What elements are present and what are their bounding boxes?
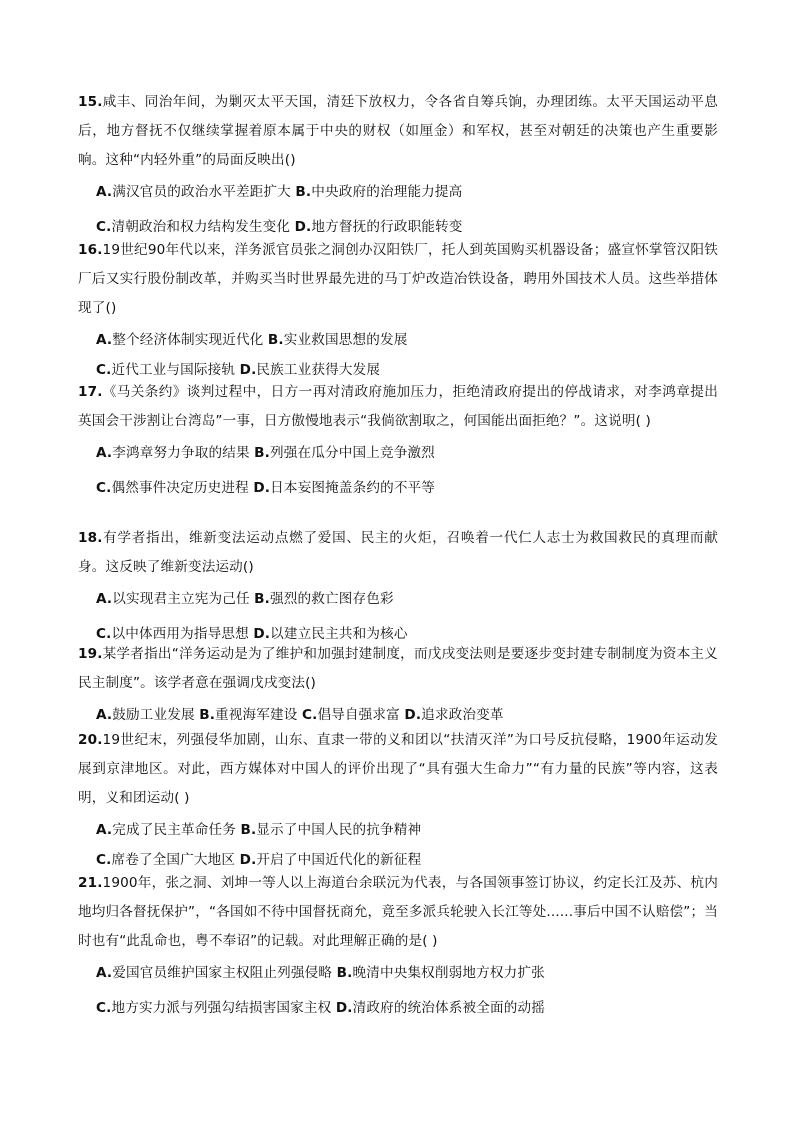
question-number: 18. xyxy=(78,530,103,546)
question-21 xyxy=(78,869,718,1023)
options-row-ab xyxy=(96,177,718,207)
options-block xyxy=(78,438,718,503)
question-text: 某学者指出“洋务运动是为了维护和加强封建制度，而戊戌变法则是要逐步变封建专制制度为资本主义民主制度”。该学者意在强调戊戌变法() xyxy=(78,646,718,691)
question-19 xyxy=(78,640,718,730)
option-text: 鼓励工业发展 xyxy=(112,707,195,723)
question-stem xyxy=(78,378,718,436)
option-label: D. xyxy=(239,852,257,868)
question-stem xyxy=(78,640,718,698)
option-label: C. xyxy=(96,480,112,496)
option-label: B. xyxy=(295,184,312,200)
question-number: 20. xyxy=(78,732,103,748)
option-text: 席卷了全国广大地区 xyxy=(111,852,236,868)
option-text: 地方实力派与列强勾结损害国家主权 xyxy=(111,1000,332,1016)
options-row-ab xyxy=(96,815,718,845)
options-row-ab xyxy=(96,584,718,614)
question-text: 有学者指出，维新变法运动点燃了爱国、民主的火炬，召唤着一代仁人志士为救国救民的真理而献身。这反映了维新变法运动() xyxy=(78,530,718,575)
option-label: A. xyxy=(96,445,113,461)
option-text: 爱国官员维护国家主权阻止列强侵略 xyxy=(112,965,333,981)
question-text: 19世纪90年代以来，洋务派官员张之洞创办汉阳铁厂，托人到英国购买机器设备；盛宣怀掌管汉阳铁厂后又实行股份制改革，并购买当时世界最先进的马丁炉改造冶铁设备，聘用外国技术人员。这些举措体现了() xyxy=(78,242,718,316)
option-text: 列强在瓜分中国上竞争激烈 xyxy=(270,445,435,461)
option-text: 地方督抚的行政职能转变 xyxy=(311,219,463,235)
options-row-cd xyxy=(96,473,718,503)
option-text: 偶然事件决定历史进程 xyxy=(111,480,249,496)
option-label: D. xyxy=(253,480,271,496)
option-label: A. xyxy=(96,332,113,348)
option-label: C. xyxy=(301,707,318,723)
option-text: 显示了中国人民的抗争精神 xyxy=(256,822,422,838)
option-text: 清政府的统治体系被全面的动摇 xyxy=(352,1000,546,1016)
option-label: B. xyxy=(254,591,270,607)
options-row-ab xyxy=(96,958,718,988)
option-label: A. xyxy=(96,591,113,607)
option-label: C. xyxy=(96,219,112,235)
option-text: 民族工业获得大发展 xyxy=(256,362,381,378)
options-row-ab xyxy=(96,325,718,355)
option-text: 追求政治变革 xyxy=(421,707,504,723)
question-stem xyxy=(78,88,718,175)
question-number: 19. xyxy=(78,646,103,662)
question-15 xyxy=(78,88,718,242)
question-text: 19世纪末，列强侵华加剧，山东、直隶一带的义和团以“扶清灭洋”为口号反抗侵略，1900年运动发展到京津地区。对此，西方媒体对中国人的评价出现了“具有强大生命力”“有力量的民族”等内容，这表明，义和团运动( ) xyxy=(78,732,718,806)
question-text: 咸丰、同治年间，为剿灭太平天国，清廷下放权力，令各省自筹兵饷，办理团练。太平天国运动平息后，地方督抚不仅继续掌握着原本属于中央的财权（如厘金）和军权，甚至对朝廷的决策也产生重要影响。这种“内轻外重”的局面反映出() xyxy=(78,94,718,168)
question-stem xyxy=(78,869,718,956)
question-16 xyxy=(78,236,718,385)
option-text: 李鸿章努力争取的结果 xyxy=(112,445,250,461)
option-text: 完成了民主革命任务 xyxy=(112,822,236,838)
question-17 xyxy=(78,378,718,503)
question-stem xyxy=(78,726,718,813)
question-number: 17. xyxy=(78,384,103,400)
option-label: B. xyxy=(240,822,257,838)
option-text: 以建立民主共和为核心 xyxy=(270,626,408,642)
option-text: 满汉官员的政治水平差距扩大 xyxy=(112,184,291,200)
option-label: A. xyxy=(96,707,113,723)
option-text: 日本妄图掩盖条约的不平等 xyxy=(270,480,436,496)
options-block xyxy=(78,958,718,1023)
option-text: 近代工业与国际接轨 xyxy=(111,362,236,378)
question-number: 16. xyxy=(78,242,103,258)
options-row-cd xyxy=(96,993,718,1023)
option-label: B. xyxy=(267,332,284,348)
question-text: 1900年，张之洞、刘坤一等人以上海道台余联沅为代表，与各国领事签订协议，约定长江及苏、杭内地均归各督抚保护”，“各国如不待中国督抚商允，竟至多派兵轮驶入长江等处......事后中国不认赔偿”；当时也有“此乱命也，粤不奉诏”的记载。对此理解正确的是( ) xyxy=(78,875,718,949)
option-label: A. xyxy=(96,822,113,838)
option-text: 重视海军建设 xyxy=(215,707,298,723)
option-text: 倡导自强求富 xyxy=(317,707,400,723)
option-label: B. xyxy=(254,445,270,461)
option-text: 晚清中央集权削弱地方权力扩张 xyxy=(352,965,545,981)
question-text: 《马关条约》谈判过程中，日方一再对清政府施加压力，拒绝清政府提出的停战请求，对李鸿章提出英国会干涉割让台湾岛”一事，日方傲慢地表示“我倘欲割取之，何国能出面拒绝？”。这说明( ) xyxy=(78,384,718,429)
question-number: 15. xyxy=(78,94,103,110)
question-stem xyxy=(78,236,718,323)
option-text: 以中体西用为指导思想 xyxy=(111,626,249,642)
option-label: C. xyxy=(96,362,112,378)
option-label: D. xyxy=(335,1000,353,1016)
options-block xyxy=(78,325,718,385)
options-block xyxy=(78,815,718,875)
option-text: 中央政府的治理能力提高 xyxy=(311,184,463,200)
option-label: B. xyxy=(199,707,216,723)
question-number: 21. xyxy=(78,875,103,891)
option-text: 清朝政治和权力结构发生变化 xyxy=(111,219,291,235)
option-label: A. xyxy=(96,965,113,981)
option-text: 整个经济体制实现近代化 xyxy=(112,332,264,348)
option-label: D. xyxy=(239,362,257,378)
option-label: D. xyxy=(404,707,422,723)
option-text: 开启了中国近代化的新征程 xyxy=(256,852,422,868)
option-label: C. xyxy=(96,626,112,642)
option-label: D. xyxy=(253,626,271,642)
options-row-ab xyxy=(96,438,718,468)
option-text: 以实现君主立宪为己任 xyxy=(112,591,250,607)
option-label: B. xyxy=(336,965,353,981)
question-stem xyxy=(78,524,718,582)
question-20 xyxy=(78,726,718,875)
option-label: D. xyxy=(294,219,312,235)
option-label: A. xyxy=(96,184,113,200)
option-label: C. xyxy=(96,1000,112,1016)
question-18 xyxy=(78,524,718,649)
option-text: 强烈的救亡图存色彩 xyxy=(270,591,394,607)
options-block xyxy=(78,177,718,242)
option-label: C. xyxy=(96,852,112,868)
option-text: 实业救国思想的发展 xyxy=(283,332,408,348)
